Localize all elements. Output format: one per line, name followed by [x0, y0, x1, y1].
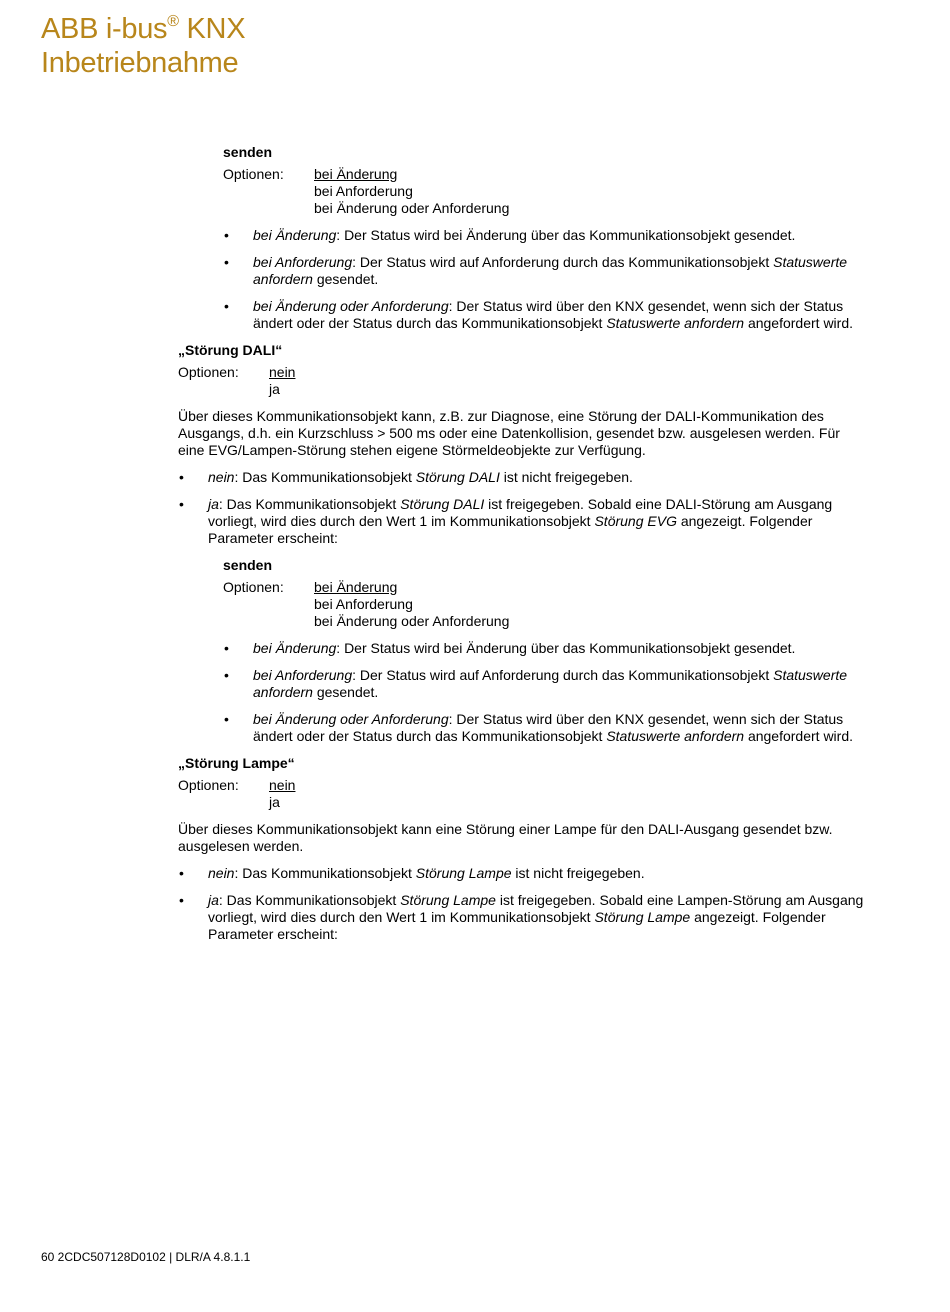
registered-mark: ®	[167, 13, 179, 30]
object-name: Statuswerte anfordern	[606, 728, 745, 744]
bullet-icon: •	[224, 640, 229, 656]
list-item	[223, 667, 868, 701]
option: bei Anforderung	[314, 596, 413, 612]
object-name: Störung Lampe	[400, 892, 496, 908]
options-row	[223, 579, 868, 630]
brand-title	[41, 12, 245, 46]
option-name: bei Änderung oder Anforderung	[253, 711, 449, 727]
bullet-icon: •	[224, 711, 229, 727]
option-description: : Der Status wird auf Anforderung durch das Kommunikationsobjekt	[352, 254, 774, 270]
list-item	[223, 711, 868, 745]
options-row	[178, 364, 868, 398]
option-description: : Das Kommunikationsobjekt	[218, 892, 401, 908]
bullet-icon: •	[224, 254, 229, 270]
list-item	[223, 640, 868, 657]
option-description: : Das Kommunikationsobjekt	[234, 469, 416, 485]
options-label: Optionen:	[223, 579, 284, 595]
senden-parameter-1	[223, 144, 868, 332]
option-name: nein	[208, 865, 235, 881]
option-description: gesendet.	[312, 271, 379, 287]
description-paragraph: Über dieses Kommunikationsobjekt kann eine Störung einer Lampe für den DALI-Ausgang gesendet bzw. ausgelesen werden.	[178, 821, 833, 854]
option-name: bei Änderung	[253, 227, 337, 243]
options-row	[178, 777, 868, 811]
option-description: ist freigegeben. Sobald eine Lampen-Störung am Ausgang vorliegt, wird dies durch den Wert 1 im Kommunikationsobjekt	[208, 892, 864, 925]
option: ja	[269, 381, 280, 397]
option-description: angefordert wird.	[744, 315, 854, 331]
list-item	[178, 865, 868, 882]
list-item	[178, 496, 868, 547]
option-name: bei Änderung	[253, 640, 337, 656]
description-paragraph: Über dieses Kommunikationsobjekt kann, z.B. zur Diagnose, eine Störung der DALI-Kommunikation des Ausgangs, d.h. ein Kurzschluss > 500 ms oder eine Datenkollision, gesendet bzw. ausgelesen werden. Für eine EVG/Lampen-Störung stehen eigene Störmeldeobjekte zur Verfügung.	[178, 408, 840, 458]
page-content	[178, 144, 868, 953]
bullet-icon: •	[179, 469, 184, 485]
option-name: bei Anforderung	[253, 667, 353, 683]
option-description: : Der Status wird bei Änderung über das Kommunikationsobjekt gesendet.	[336, 227, 796, 243]
page-footer: 60 2CDC507128D0102 | DLR/A 4.8.1.1	[41, 1250, 251, 1264]
options-label: Optionen:	[223, 166, 284, 182]
bullet-icon: •	[224, 667, 229, 683]
option-default: bei Änderung	[314, 166, 398, 182]
section-title: Inbetriebnahme	[41, 47, 239, 79]
option-name: nein	[208, 469, 235, 485]
options-label: Optionen:	[178, 364, 239, 380]
object-name: Statuswerte anfordern	[253, 254, 848, 287]
option-name: ja	[208, 496, 219, 512]
object-name: Störung EVG	[594, 513, 677, 529]
option: bei Änderung oder Anforderung	[314, 613, 510, 629]
bullet-icon: •	[179, 892, 184, 908]
list-item	[223, 298, 868, 332]
option: bei Anforderung	[314, 183, 413, 199]
option: ja	[269, 794, 280, 810]
option-description: angezeigt. Folgender Parameter erscheint:	[208, 909, 826, 942]
option-description: angefordert wird.	[744, 728, 854, 744]
option-description: : Das Kommunikationsobjekt	[218, 496, 401, 512]
option-default: nein	[269, 364, 296, 380]
object-name: Störung Lampe	[415, 865, 512, 881]
option-description: : Der Status wird über den KNX gesendet, wenn sich der Status ändert oder der Status durch das Kommunikationsobjekt	[253, 711, 844, 744]
options-list	[269, 364, 295, 398]
option-name: bei Anforderung	[253, 254, 353, 270]
parameter-title: senden	[223, 557, 273, 573]
option-description: ist nicht freigegeben.	[511, 865, 645, 881]
senden-parameter-2	[223, 557, 868, 745]
option-description: : Der Status wird auf Anforderung durch das Kommunikationsobjekt	[352, 667, 774, 683]
option-description: ist nicht freigegeben.	[499, 469, 633, 485]
parameter-title: „Störung DALI“	[178, 342, 283, 358]
list-item	[178, 469, 868, 486]
option-description: angezeigt. Folgender Parameter erscheint:	[208, 513, 813, 546]
options-list	[269, 777, 295, 811]
object-name: Störung DALI	[415, 469, 500, 485]
option-description: : Das Kommunikationsobjekt	[234, 865, 416, 881]
option-name: ja	[208, 892, 219, 908]
list-item	[223, 227, 868, 244]
bullet-icon: •	[224, 227, 229, 243]
brand-name: ABB i-bus	[41, 13, 168, 45]
object-name: Statuswerte anfordern	[606, 315, 745, 331]
bullet-icon: •	[179, 496, 184, 512]
bullet-icon: •	[179, 865, 184, 881]
options-list	[314, 166, 509, 217]
option-default: bei Änderung	[314, 579, 398, 595]
option-description: ist freigegeben. Sobald eine DALI-Störung am Ausgang vorliegt, wird dies durch den Wert 1 im Kommunikationsobjekt	[208, 496, 833, 529]
parameter-title: „Störung Lampe“	[178, 755, 295, 771]
option-description: : Der Status wird über den KNX gesendet, wenn sich der Status ändert oder der Status durch das Kommunikationsobjekt	[253, 298, 844, 331]
list-item	[223, 254, 868, 288]
option-name: bei Änderung oder Anforderung	[253, 298, 449, 314]
bullet-icon: •	[224, 298, 229, 314]
brand-suffix: KNX	[178, 13, 246, 45]
option-description: gesendet.	[312, 684, 379, 700]
options-list	[314, 579, 509, 630]
option: bei Änderung oder Anforderung	[314, 200, 510, 216]
options-label: Optionen:	[178, 777, 239, 793]
list-item	[178, 892, 868, 943]
options-row	[223, 166, 868, 217]
document-header	[41, 12, 245, 80]
stoerung-dali-section	[178, 342, 868, 547]
object-name: Störung DALI	[400, 496, 485, 512]
stoerung-lampe-section	[178, 755, 868, 943]
object-name: Störung Lampe	[594, 909, 691, 925]
parameter-title: senden	[223, 144, 273, 160]
option-default: nein	[269, 777, 296, 793]
option-description: : Der Status wird bei Änderung über das Kommunikationsobjekt gesendet.	[336, 640, 796, 656]
object-name: Statuswerte anfordern	[253, 667, 848, 700]
